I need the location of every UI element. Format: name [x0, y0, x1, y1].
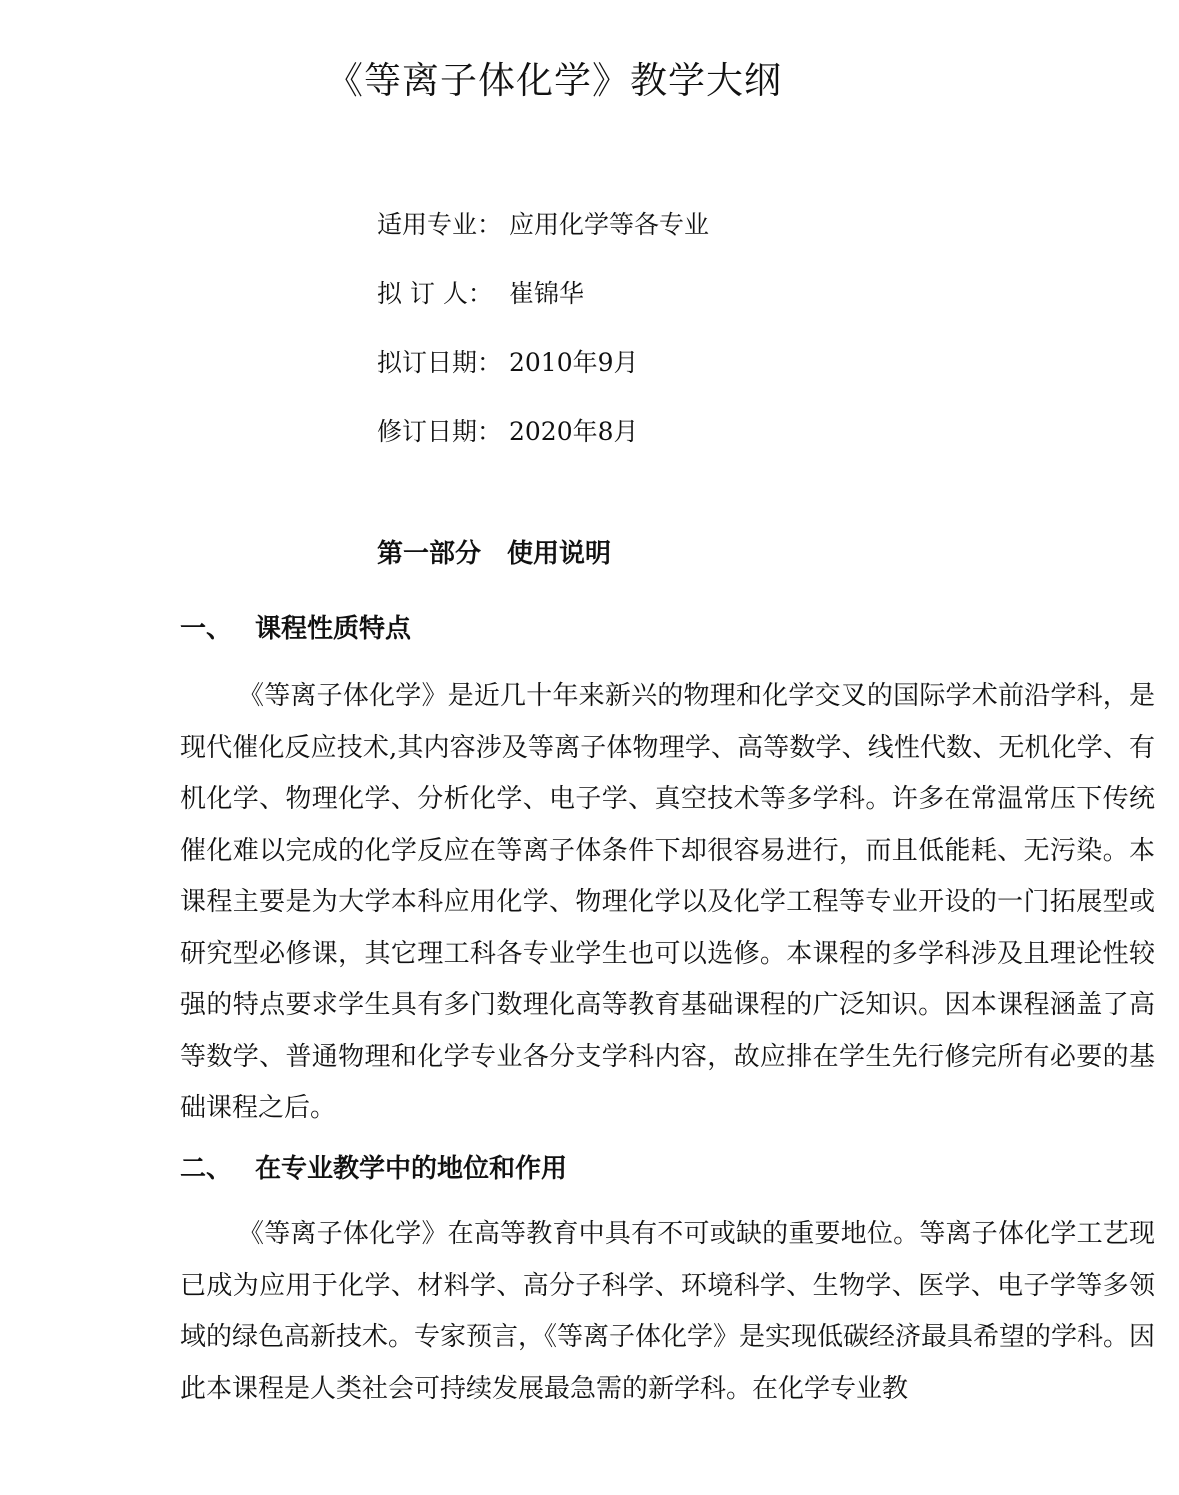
- section-heading-role: [180, 1148, 567, 1185]
- meta-label-major: 适用专业：: [377, 210, 503, 239]
- section-heading-course-nature: [180, 608, 411, 645]
- part-number: 第一部分: [377, 539, 482, 569]
- section-number: 二、: [180, 1154, 233, 1184]
- section-title: 在专业教学中的地位和作用: [255, 1154, 568, 1184]
- meta-row-revision-date: [377, 412, 709, 481]
- meta-value-major: 应用化学等各专业: [509, 210, 710, 239]
- syllabus-meta: [377, 205, 709, 481]
- section-number: 一、: [180, 614, 233, 644]
- meta-row-draft-date: [377, 343, 709, 412]
- meta-value-author: 崔锦华: [509, 279, 585, 308]
- paragraph-course-nature: 《等离子体化学》是近几十年来新兴的物理和化学交叉的国际学术前沿学科，是现代催化反应技术,其内容涉及等离子体物理学、高等数学、线性代数、无机化学、有机化学、物理化学、分析化学、电子学、真空技术等多学科。许多在常温常压下传统催化难以完成的化学反应在等离子体条件下却很容易进行，而且低能耗、无污染。本课程主要是为大学本科应用化学、物理化学以及化学工程等专业开设的一门拓展型或研究型必修课，其它理工科各专业学生也可以选修。本课程的多学科涉及且理论性较强的特点要求学生具有多门数理化高等教育基础课程的广泛知识。因本课程涵盖了高等数学、普通物理和化学专业各分支学科内容，故应排在学生先行修完所有必要的基础课程之后。: [180, 681, 1155, 1123]
- document-title: 《等离子体化学》教学大纲: [326, 59, 782, 102]
- part-heading: [377, 533, 611, 570]
- meta-value-draft-date: 2010年9月: [509, 348, 639, 377]
- paragraph-role: 《等离子体化学》在高等教育中具有不可或缺的重要地位。等离子体化学工艺现已成为应用于化学、材料学、高分子科学、环境科学、生物学、医学、电子学等多领域的绿色高新技术。专家预言，《等离子体化学》是实现低碳经济最具希望的学科。因此本课程是人类社会可持续发展最急需的新学科。在化学专业教: [180, 1219, 1156, 1404]
- part-title: 使用说明: [507, 539, 612, 569]
- section-title: 课程性质特点: [255, 614, 412, 644]
- meta-row-author: [377, 274, 709, 343]
- meta-label-draft-date: 拟订日期：: [377, 348, 503, 377]
- meta-label-revision-date: 修订日期：: [377, 417, 503, 446]
- meta-row-major: [377, 205, 709, 274]
- meta-value-revision-date: 2020年8月: [509, 417, 639, 446]
- meta-label-author: 拟 订 人：: [377, 279, 493, 308]
